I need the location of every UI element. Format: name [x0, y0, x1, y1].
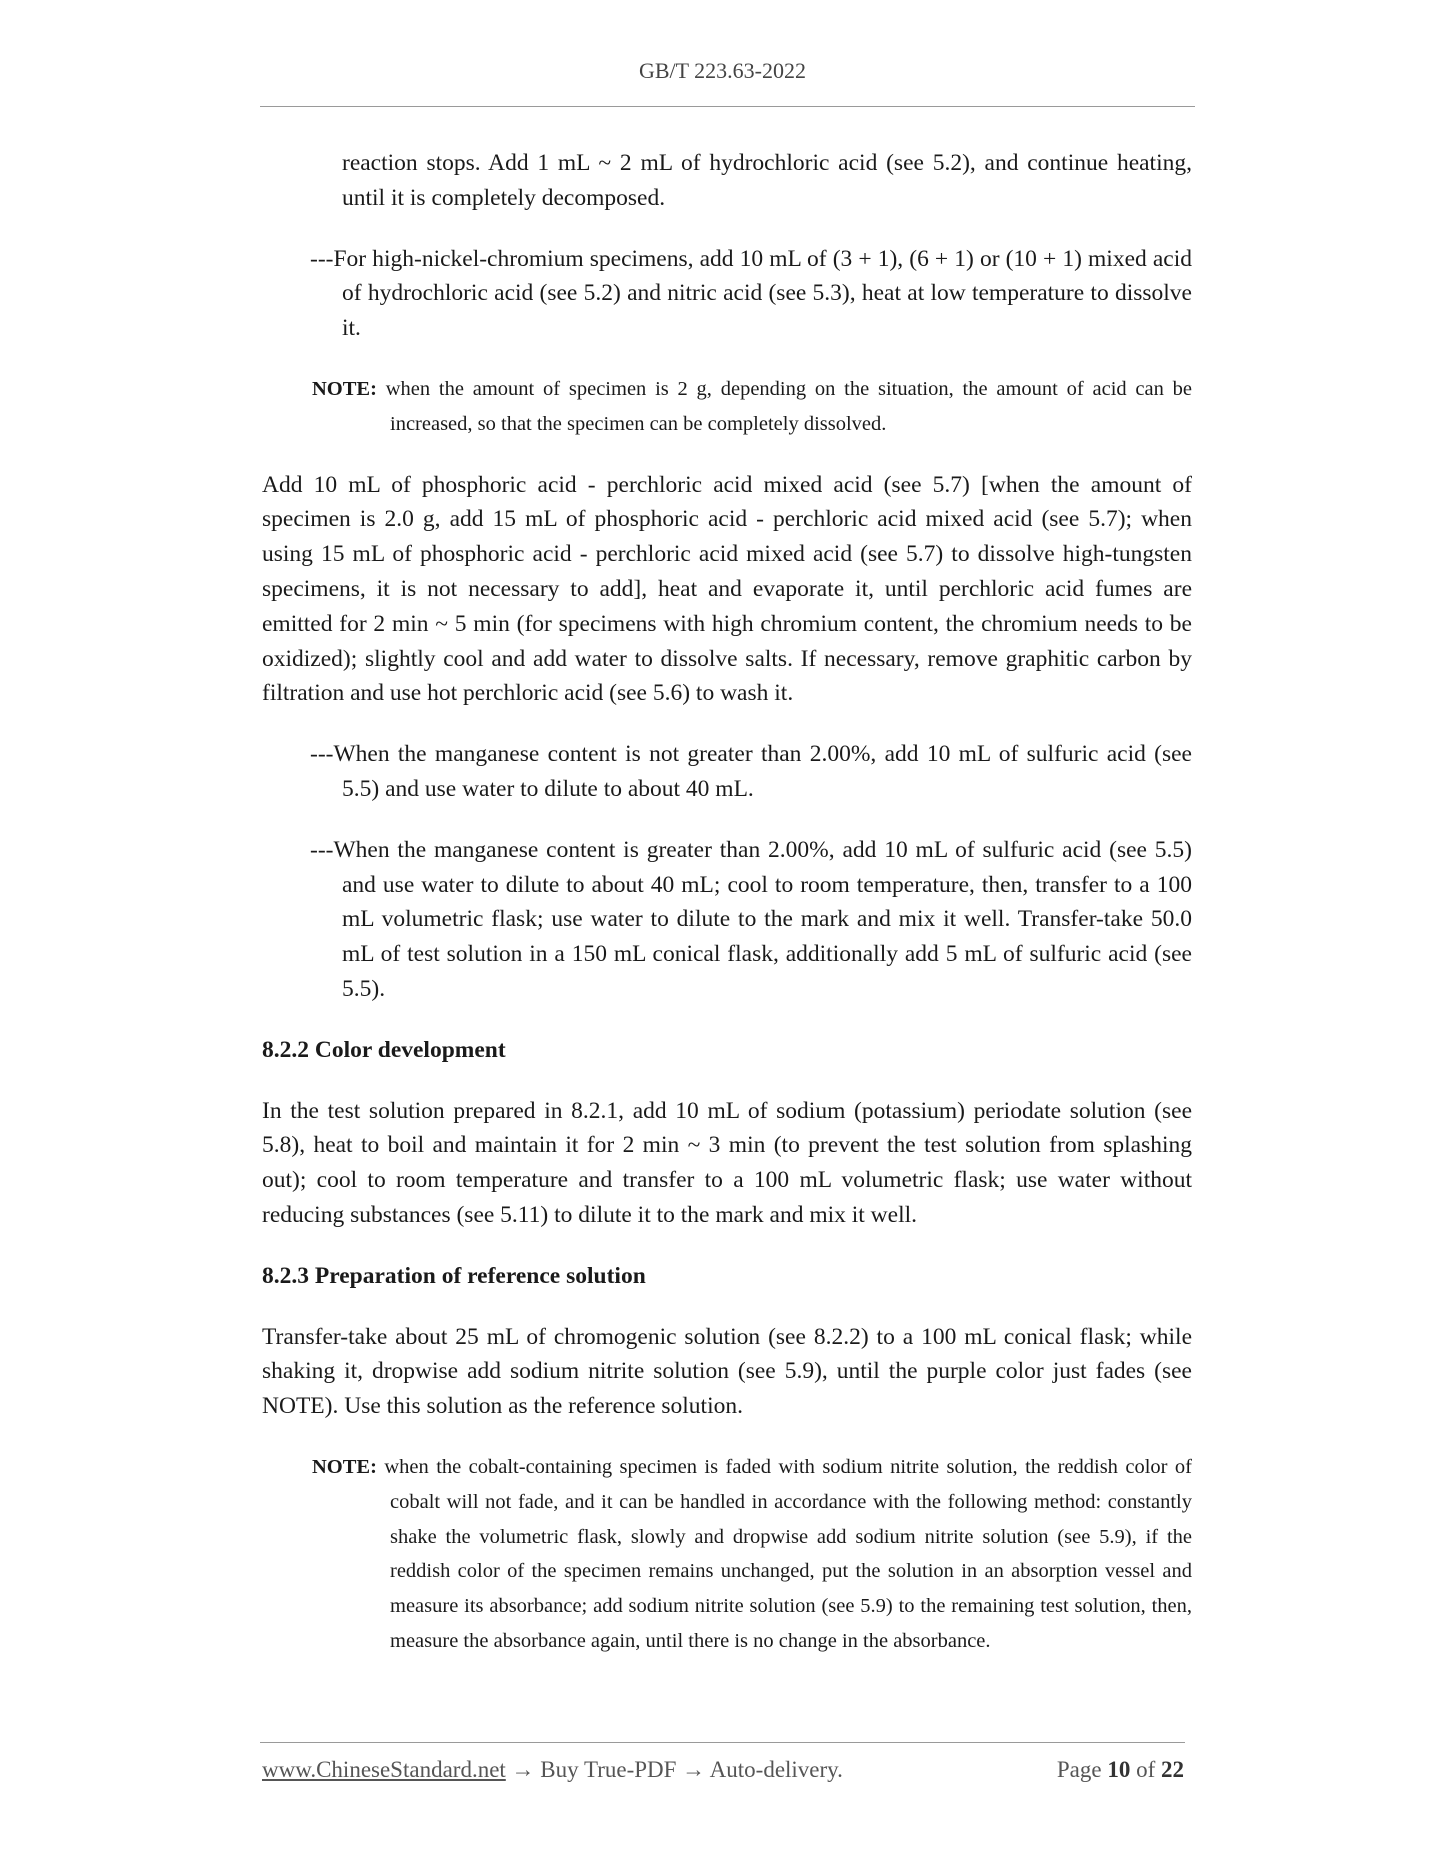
of-word: of	[1136, 1757, 1156, 1782]
footer-promo	[262, 1757, 843, 1783]
site-link[interactable]: www.ChineseStandard.net	[262, 1757, 506, 1782]
page-total: 22	[1161, 1757, 1184, 1782]
paragraph-reference-solution: Transfer-take about 25 mL of chromogenic solution (see 8.2.2) to a 100 mL conical flask; while shaking it, dropwise add sodium nitrite solution (see 5.9), until the purple color just fades (see NOTE). Use this solution as the reference solution.	[262, 1323, 1192, 1420]
section-heading-reference-solution: 8.2.3 Preparation of reference solution	[262, 1262, 646, 1289]
page-content	[262, 146, 1192, 1659]
section-heading-color-development: 8.2.2 Color development	[262, 1036, 506, 1063]
paragraph-phosphoric-acid: Add 10 mL of phosphoric acid - perchloric acid mixed acid (see 5.7) [when the amount of specimen is 2.0 g, add 15 mL of phosphoric acid - perchloric acid mixed acid (see 5.7); when using 15 mL of phosphoric acid - perchloric acid mixed acid (see 5.7) to dissolve high-tungsten specimens, it is not necessary to add], heat and evaporate it, until perchloric acid fumes are emitted for 2 min ~ 5 min (for specimens with high chromium content, the chromium needs to be oxidized); slightly cool and add water to dissolve salts. If necessary, remove graphitic carbon by filtration and use hot perchloric acid (see 5.6) to wash it.	[262, 471, 1192, 707]
page-number	[1057, 1757, 1184, 1783]
note-label: NOTE:	[312, 377, 377, 400]
page-header: GB/T 223.63-2022	[638, 58, 807, 83]
note-text: when the cobalt-containing specimen is faded with sodium nitrite solution, the reddish color of cobalt will not fade, and it can be handled in accordance with the following method: constantly shake the volumetric flask, slowly and dropwise add sodium nitrite solution (see 5.9), if the reddish color of the specimen remains unchanged, put the solution in an absorption vessel and measure its absorbance; add sodium nitrite solution (see 5.9) to the remaining test solution, then, measure the absorbance again, until there is no change in the absorbance.	[376, 1455, 1192, 1652]
promo-text: → Buy True-PDF → Auto-delivery.	[505, 1757, 843, 1782]
paragraph-color-development: In the test solution prepared in 8.2.1, add 10 mL of sodium (potassium) periodate solution (see 5.8), heat to boil and maintain it for 2 min ~ 3 min (to prevent the test solution from splashing out); cool to room temperature and transfer to a 100 mL volumetric flask; use water without reducing substances (see 5.11) to dilute it to the mark and mix it well.	[262, 1097, 1192, 1228]
note-cobalt-specimen	[262, 1450, 1192, 1659]
list-item-high-nickel: ---For high-nickel-chromium specimens, add 10 mL of (3 + 1), (6 + 1) or (10 + 1) mixed acid of hydrochloric acid (see 5.2) and nitric acid (see 5.3), heat at low temperature to dissolve it.	[310, 245, 1192, 342]
footer-divider	[260, 1742, 1185, 1743]
note-label: NOTE:	[312, 1455, 377, 1478]
list-item-manganese-high: ---When the manganese content is greater than 2.00%, add 10 mL of sulfuric acid (see 5.5) and use water to dilute to about 40 mL; cool to room temperature, then, transfer to a 100 mL volumetric flask; use water to dilute to the mark and mix it well. Transfer-take 50.0 mL of test solution in a 150 mL conical flask, additionally add 5 mL of sulfuric acid (see 5.5).	[310, 836, 1192, 1002]
list-item-manganese-low: ---When the manganese content is not greater than 2.00%, add 10 mL of sulfuric acid (see 5.5) and use water to dilute to about 40 mL.	[310, 741, 1192, 802]
paragraph-continuation: reaction stops. Add 1 mL ~ 2 mL of hydrochloric acid (see 5.2), and continue heating, until it is completely decomposed.	[342, 150, 1192, 211]
note-specimen-amount	[262, 372, 1192, 442]
page-current: 10	[1107, 1757, 1131, 1782]
note-text: when the amount of specimen is 2 g, depending on the situation, the amount of acid can be increased, so that the specimen can be completely dissolved.	[376, 377, 1192, 435]
page-word: Page	[1056, 1757, 1102, 1782]
header-divider	[260, 106, 1195, 107]
